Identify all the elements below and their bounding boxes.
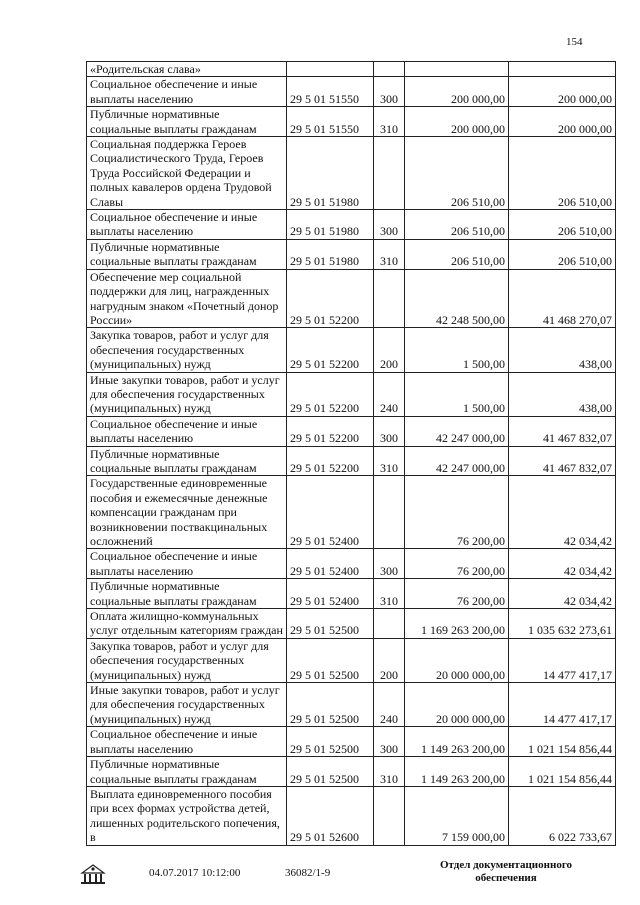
table-row <box>87 269 616 328</box>
cell-name: Социальное обеспечение и иные выплаты населению <box>87 416 287 446</box>
cell-plan <box>405 62 509 77</box>
cell-code: 29 5 01 52400 <box>287 549 374 579</box>
budget-table-body <box>87 62 616 846</box>
cell-fact: 14 477 417,17 <box>509 638 616 682</box>
table-row <box>87 328 616 372</box>
cell-fact <box>509 62 616 77</box>
cell-code: 29 5 01 52400 <box>287 476 374 549</box>
cell-code: 29 5 01 52500 <box>287 727 374 757</box>
cell-name: Социальное обеспечение и иные выплаты населению <box>87 549 287 579</box>
cell-type <box>374 609 405 639</box>
cell-code: 29 5 01 52200 <box>287 446 374 476</box>
cell-code: 29 5 01 52200 <box>287 372 374 416</box>
cell-name: Социальное обеспечение и иные выплаты населению <box>87 727 287 757</box>
cell-type <box>374 476 405 549</box>
cell-fact: 1 021 154 856,44 <box>509 757 616 787</box>
table-row <box>87 757 616 787</box>
cell-fact: 438,00 <box>509 328 616 372</box>
cell-type: 300 <box>374 416 405 446</box>
timestamp: 04.07.2017 10:12:00 <box>149 867 241 879</box>
page-number: 154 <box>566 36 583 48</box>
table-row <box>87 416 616 446</box>
table-row <box>87 683 616 727</box>
cell-name: Социальное обеспечение и иные выплаты населению <box>87 210 287 240</box>
cell-type: 310 <box>374 579 405 609</box>
cell-fact: 206 510,00 <box>509 137 616 210</box>
cell-type <box>374 62 405 77</box>
cell-plan: 20 000 000,00 <box>405 683 509 727</box>
table-row <box>87 476 616 549</box>
cell-plan: 76 200,00 <box>405 579 509 609</box>
cell-name: Иные закупки товаров, работ и услуг для обеспечения государственных (муниципальных) нужд <box>87 372 287 416</box>
cell-type <box>374 269 405 328</box>
table-row <box>87 107 616 137</box>
cell-fact: 6 022 733,67 <box>509 786 616 845</box>
cell-fact: 206 510,00 <box>509 239 616 269</box>
cell-fact: 41 467 832,07 <box>509 416 616 446</box>
cell-type: 310 <box>374 107 405 137</box>
cell-fact: 41 467 832,07 <box>509 446 616 476</box>
cell-code: 29 5 01 52400 <box>287 579 374 609</box>
cell-plan: 200 000,00 <box>405 107 509 137</box>
cell-plan: 7 159 000,00 <box>405 786 509 845</box>
cell-type: 200 <box>374 328 405 372</box>
cell-fact: 438,00 <box>509 372 616 416</box>
cell-type <box>374 137 405 210</box>
table-row <box>87 77 616 107</box>
cell-name: Закупка товаров, работ и услуг для обеспечения государственных (муниципальных) нужд <box>87 638 287 682</box>
cell-type: 200 <box>374 638 405 682</box>
cell-code: 29 5 01 52200 <box>287 416 374 446</box>
cell-name: Публичные нормативные социальные выплаты гражданам <box>87 446 287 476</box>
cell-plan: 1 169 263 200,00 <box>405 609 509 639</box>
cell-code: 29 5 01 52500 <box>287 683 374 727</box>
cell-fact: 42 034,42 <box>509 549 616 579</box>
cell-name: «Родительская слава» <box>87 62 287 77</box>
cell-name: Публичные нормативные социальные выплаты гражданам <box>87 239 287 269</box>
cell-name: Иные закупки товаров, работ и услуг для обеспечения государственных (муниципальных) нужд <box>87 683 287 727</box>
table-row <box>87 137 616 210</box>
cell-type: 300 <box>374 549 405 579</box>
cell-plan: 206 510,00 <box>405 210 509 240</box>
cell-code: 29 5 01 52200 <box>287 328 374 372</box>
cell-plan: 1 500,00 <box>405 372 509 416</box>
cell-plan: 76 200,00 <box>405 549 509 579</box>
cell-plan: 1 500,00 <box>405 328 509 372</box>
cell-plan: 42 248 500,00 <box>405 269 509 328</box>
cell-fact: 1 021 154 856,44 <box>509 727 616 757</box>
cell-fact: 200 000,00 <box>509 107 616 137</box>
table-row <box>87 446 616 476</box>
cell-name: Публичные нормативные социальные выплаты гражданам <box>87 757 287 787</box>
cell-fact: 200 000,00 <box>509 77 616 107</box>
cell-code: 29 5 01 52500 <box>287 638 374 682</box>
cell-code: 29 5 01 52200 <box>287 269 374 328</box>
cell-name: Обеспечение мер социальной поддержки для лиц, награжденных нагрудным знаком «Почетный донор России» <box>87 269 287 328</box>
table-row <box>87 372 616 416</box>
cell-code: 29 5 01 51980 <box>287 239 374 269</box>
cell-code: 29 5 01 52500 <box>287 757 374 787</box>
cell-plan: 42 247 000,00 <box>405 446 509 476</box>
cell-plan: 206 510,00 <box>405 239 509 269</box>
cell-type: 240 <box>374 683 405 727</box>
document-number: 36082/1-9 <box>285 867 331 879</box>
cell-fact: 206 510,00 <box>509 210 616 240</box>
cell-type <box>374 786 405 845</box>
cell-type: 300 <box>374 210 405 240</box>
cell-code <box>287 62 374 77</box>
cell-name: Социальное обеспечение и иные выплаты населению <box>87 77 287 107</box>
cell-name: Публичные нормативные социальные выплаты гражданам <box>87 579 287 609</box>
cell-name: Оплата жилищно-коммунальных услуг отдельным категориям граждан <box>87 609 287 639</box>
budget-table <box>86 61 616 846</box>
cell-plan: 20 000 000,00 <box>405 638 509 682</box>
cell-plan: 206 510,00 <box>405 137 509 210</box>
table-row <box>87 609 616 639</box>
cell-plan: 1 149 263 200,00 <box>405 727 509 757</box>
footer <box>0 857 640 897</box>
cell-plan: 42 247 000,00 <box>405 416 509 446</box>
table-row <box>87 727 616 757</box>
cell-fact: 42 034,42 <box>509 476 616 549</box>
cell-type: 300 <box>374 77 405 107</box>
cell-code: 29 5 01 51980 <box>287 210 374 240</box>
table-row <box>87 786 616 845</box>
table-row <box>87 638 616 682</box>
cell-name: Выплата единовременного пособия при всех формах устройства детей, лишенных родительского попечения, в <box>87 786 287 845</box>
cell-fact: 42 034,42 <box>509 579 616 609</box>
cell-code: 29 5 01 52600 <box>287 786 374 845</box>
cell-fact: 41 468 270,07 <box>509 269 616 328</box>
cell-code: 29 5 01 52500 <box>287 609 374 639</box>
cell-name: Государственные единовременные пособия и ежемесячные денежные компенсации гражданам при возникновении поствакцинальных осложнений <box>87 476 287 549</box>
cell-plan: 200 000,00 <box>405 77 509 107</box>
cell-plan: 76 200,00 <box>405 476 509 549</box>
cell-name: Закупка товаров, работ и услуг для обеспечения государственных (муниципальных) нужд <box>87 328 287 372</box>
duma-logo-icon <box>79 863 107 893</box>
cell-type: 310 <box>374 239 405 269</box>
cell-name: Публичные нормативные социальные выплаты гражданам <box>87 107 287 137</box>
cell-fact: 14 477 417,17 <box>509 683 616 727</box>
table-row <box>87 239 616 269</box>
cell-code: 29 5 01 51550 <box>287 77 374 107</box>
department-name: Отдел документационного обеспечения <box>439 859 573 884</box>
cell-name: Социальная поддержка Героев Социалистического Труда, Героев Труда Российской Федерации и полных кавалеров ордена Трудовой Славы <box>87 137 287 210</box>
cell-code: 29 5 01 51550 <box>287 107 374 137</box>
cell-type: 240 <box>374 372 405 416</box>
table-row <box>87 62 616 77</box>
table-row <box>87 579 616 609</box>
cell-type: 310 <box>374 757 405 787</box>
cell-type: 300 <box>374 727 405 757</box>
cell-type: 310 <box>374 446 405 476</box>
cell-code: 29 5 01 51980 <box>287 137 374 210</box>
cell-fact: 1 035 632 273,61 <box>509 609 616 639</box>
table-row <box>87 549 616 579</box>
cell-plan: 1 149 263 200,00 <box>405 757 509 787</box>
table-row <box>87 210 616 240</box>
